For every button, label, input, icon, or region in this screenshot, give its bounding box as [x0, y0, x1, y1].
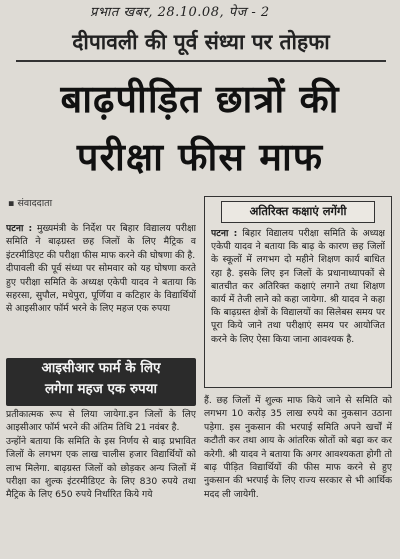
sidebar-dateline: पटना : [211, 228, 238, 239]
sidebar-box [204, 196, 392, 388]
highlight-banner [6, 358, 196, 406]
banner-line-1: आइसीआर फार्म के लिए [41, 360, 161, 376]
sidebar-body-text: बिहार विद्यालय परीक्षा समिति के अध्यक्ष एकेपी यादव ने बताया कि बाढ़ के कारण छह जिलों के स्कूलों में लगभग दो महीने शिक्षण कार्य बाधित रहा है. इसके लिए इन जिलों के प्रधानाध्यापकों से बातचीत कर अतिरिक्त कक्षाएं लगाने तथा शिक्षण कार्य में तेजी लाने को कहा जायेगा. श्री यादव ने कहा कि बाढ़ग्रस्त क्षेत्रों के विद्यालयों का सिलेबस समय पर पूरा किये जाने तथा परीक्षाएं समय पर आयोजित करने के लिए ऐसा किया जाना आवश्यक है. [211, 228, 385, 345]
headline-line-1: बाढ़पीड़ित छात्रों की [60, 77, 340, 121]
left-dateline: पटना : [6, 223, 33, 234]
handwritten-source-note: प्रभात खबर, 28.10.08, पेज - 2 [90, 5, 270, 20]
kicker-headline: दीपावली की पूर्व संध्या पर तोहफा [16, 26, 386, 62]
right-para-1: हैं. छह जिलों में शुल्क माफ किये जाने से समिति को लगभग 10 करोड़ 35 लाख रुपये का नुकसान उठाना पड़ेगा. इस नुकसान की भरपाई समिति अपने खर्चों में कटौती कर तथा आय के आंतरिक स्रोतों को बढ़ा कर कर करेगी. श्री यादव ने बताया कि अगर आवश्यकता होगी तो बाढ़ पीड़ित विद्यार्थियों की फीस माफ करने से हुए नुकसान की भरपाई के लिए राज्य सरकार से भी आर्थिक मदद ली जायेगी. [204, 395, 392, 500]
left-para-3: प्रतीकात्मक रूप से लिया जायेगा.इन जिलों के लिए आइसीआर फॉर्म भरने की अंतिम तिथि 21 नवंबर है. [6, 409, 196, 434]
headline-line-2: परीक्षा फीस माफ [76, 135, 324, 179]
sidebar-box-title: अतिरिक्त कक्षाएं लगेंगी [221, 201, 375, 223]
left-para-2: दीपावली की पूर्व संध्या पर सोमवार को यह घोषणा करते हुए परीक्षा समिति के अध्यक्ष एकेपी यादव ने बताया कि सहरसा, सुपौल, मधेपुरा, पूर्णिया व कटिहार के विद्यार्थियों से आइसीआर फॉर्म भरने के लिए महज एक रुपया [6, 263, 196, 315]
left-column-top [6, 222, 196, 356]
pen-icon: ▪ [8, 198, 15, 209]
left-para-4: उन्होंने बताया कि समिति के इस निर्णय से बाढ़ प्रभावित जिलों के लगभग एक लाख चालीस हजार विद्यार्थियों को लाभ मिलेगा. बाढ़ग्रस्त जिलों को छोड़कर अन्य जिलों में परीक्षा का शुल्क इंटरमीडिएट के लिए 830 रुपये तथा मैट्रिक के लिए 650 रुपये निर्धारित किये गये [6, 435, 196, 501]
byline-text: संवाददाता [17, 198, 53, 209]
banner-line-2: लगेगा महज एक रुपया [44, 381, 158, 397]
sidebar-box-body [211, 227, 385, 385]
left-column-bottom [6, 408, 196, 558]
right-column [204, 394, 392, 556]
byline [8, 196, 198, 210]
left-para-1: मुख्यमंत्री के निर्देश पर बिहार विद्यालय परीक्षा समिति ने बाढ़ग्रस्त छह जिलों के लिए मैट्रिक व इंटरमीडिएट की परीक्षा फीस माफ करने की घोषणा की है. [6, 223, 196, 261]
main-headline [8, 70, 392, 190]
